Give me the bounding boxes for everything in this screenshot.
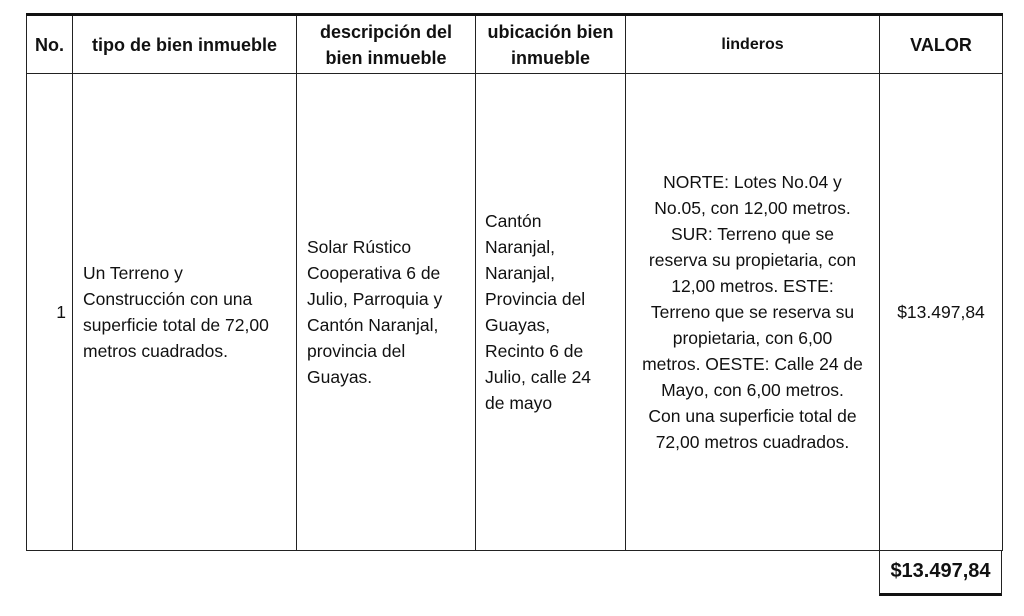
total-value: $13.497,84 [879, 550, 1002, 596]
cell-ubicacion [476, 74, 626, 551]
cell-linderos-line: 12,00 metros. ESTE: [671, 276, 834, 296]
cell-ubicacion-line: Cantón [485, 211, 542, 231]
cell-descripcion-line: provincia del [307, 341, 406, 361]
header-ubicacion-line-1: ubicación bien [487, 21, 614, 42]
cell-linderos-line: metros. OESTE: Calle 24 de [642, 354, 863, 374]
header-valor: VALOR [880, 15, 1003, 74]
cell-descripcion-line: Solar Rústico [307, 237, 412, 257]
header-ubicacion-line-2: inmueble [510, 47, 590, 68]
cell-descripcion-line: Cooperativa 6 de [307, 263, 441, 283]
table-row [27, 74, 1003, 551]
header-linderos: linderos [626, 15, 880, 74]
cell-tipo-line: Un Terreno y [83, 263, 183, 283]
cell-descripcion-line: Cantón Naranjal, [307, 315, 439, 335]
property-table [26, 13, 1003, 551]
header-ubicacion [476, 15, 626, 74]
cell-valor: $13.497,84 [880, 74, 1003, 551]
cell-descripcion [297, 74, 476, 551]
header-row [27, 15, 1003, 74]
cell-linderos-line: 72,00 metros cuadrados. [655, 432, 850, 452]
cell-linderos-line: propietaria, con 6,00 [672, 328, 833, 348]
cell-ubicacion-line: de mayo [485, 393, 553, 413]
cell-linderos-line: Mayo, con 6,00 metros. [661, 380, 844, 400]
cell-tipo [73, 74, 297, 551]
cell-linderos-line: reserva su propietaria, con [648, 250, 857, 270]
cell-ubicacion-line: Naranjal, [485, 237, 556, 257]
cell-linderos-line: NORTE: Lotes No.04 y [663, 172, 842, 192]
header-no: No. [27, 15, 73, 74]
cell-ubicacion-line: Naranjal, [485, 263, 556, 283]
cell-descripcion-line: Guayas. [307, 367, 373, 387]
cell-ubicacion-line: Recinto 6 de [485, 341, 584, 361]
cell-ubicacion-line: Guayas, [485, 315, 551, 335]
header-tipo: tipo de bien inmueble [73, 15, 297, 74]
cell-linderos-line: Con una superficie total de [648, 406, 857, 426]
cell-no: 1 [27, 74, 73, 551]
cell-linderos-line: Terreno que se reserva su [650, 302, 855, 322]
header-descripcion-line-1: descripción del [319, 21, 453, 42]
cell-tipo-line: superficie total de 72,00 [83, 315, 269, 335]
cell-linderos-line: SUR: Terreno que se [670, 224, 835, 244]
cell-descripcion-line: Julio, Parroquia y [307, 289, 443, 309]
cell-linderos [626, 74, 880, 551]
cell-linderos-line: No.05, con 12,00 metros. [654, 198, 851, 218]
cell-tipo-line: metros cuadrados. [83, 341, 228, 361]
cell-tipo-line: Construcción con una [83, 289, 253, 309]
cell-ubicacion-line: Provincia del [485, 289, 586, 309]
cell-ubicacion-line: Julio, calle 24 [485, 367, 592, 387]
header-descripcion-line-2: bien inmueble [325, 47, 447, 68]
header-descripcion [297, 15, 476, 74]
